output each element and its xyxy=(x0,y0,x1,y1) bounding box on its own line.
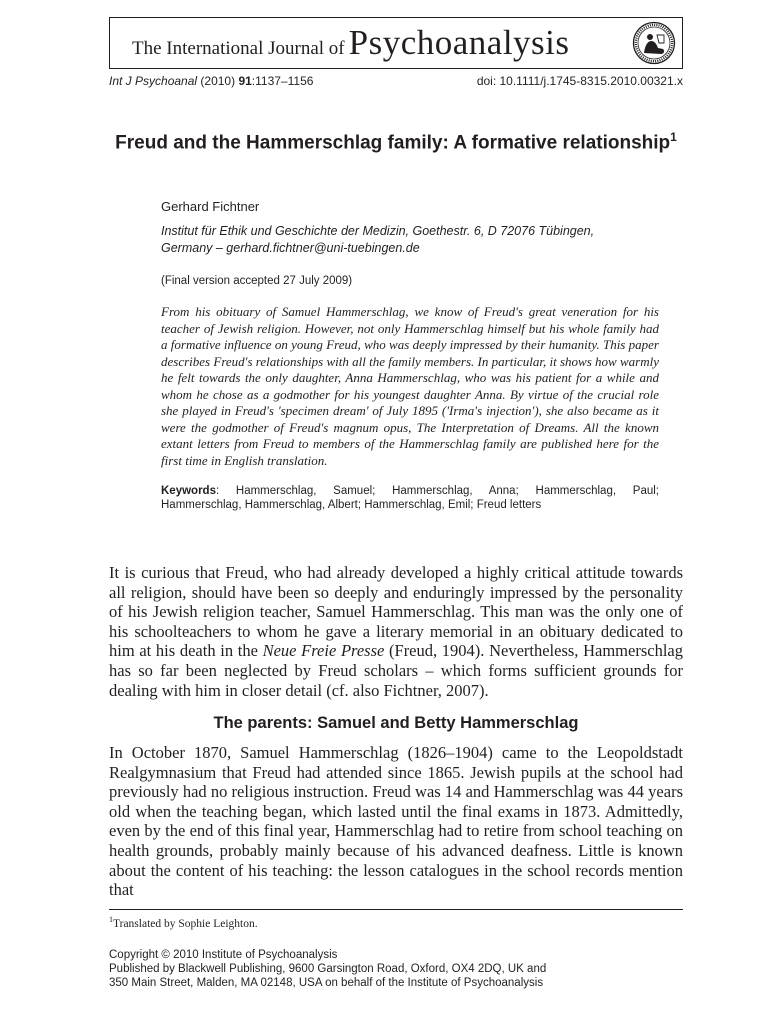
keywords xyxy=(161,484,659,512)
citation-year: (2010) xyxy=(200,74,236,88)
footnote-mark: 1 xyxy=(109,915,113,924)
journal-masthead xyxy=(109,17,683,69)
body-paragraph-1-part-b: (Freud, 1904). Nevertheless, Hammerschlag has so far been neglected by Freud scholars – which forms sufficient grounds for dealing with him in closer detail (cf. also Fichtner, 2007). xyxy=(109,641,683,700)
doi: doi: 10.1111/j.1745-8315.2010.00321.x xyxy=(476,74,683,88)
author-affiliation xyxy=(161,223,661,257)
newspaper-title: Neue Freie Presse xyxy=(262,641,385,661)
body-paragraph-1 xyxy=(109,563,683,700)
footnote-divider xyxy=(109,909,683,910)
institute-seal-icon xyxy=(632,21,676,65)
abstract: From his obituary of Samuel Hammerschlag, we know of Freud's great veneration for his teacher of Jewish religion. However, not only Hammerschlag himself but his whole family had a formative influence on young Freud, who was deeply impressed by their humanity. This paper describes Freud's relationships with all the family members. In particular, it shows how warmly he felt towards the only daughter, Anna Hammerschlag, who was his patient for a while and whom he chose as a godmother for his youngest daughter Anna. By virtue of the crucial role she played in Freud's 'specimen dream' of July 1895 ('Irma's injection'), she also became as it were the godmother of Freud's magnum opus, The Interpretation of Dreams. All the known extant letters from Freud to members of the Hammerschlag family are published here for the first time in English translation. xyxy=(161,304,659,468)
body-paragraph-1-part-a: It is curious that Freud, who had already developed a highly critical attitude towards all religion, should have been so deeply and enduringly impressed by the personality of his Jewish religion teacher, Samuel Hammerschlag. This man was the only one of his schoolteachers to whom he gave a literary memorial in an obituary dedicated to him at his death in the xyxy=(109,563,683,661)
journal-abbreviation: Int J Psychoanal xyxy=(109,74,198,88)
citation-reference xyxy=(109,74,313,88)
copyright-line-1: Copyright © 2010 Institute of Psychoanalysis xyxy=(109,949,338,961)
copyright-line-2: Published by Blackwell Publishing, 9600 Garsington Road, Oxford, OX4 2DQ, UK and xyxy=(109,963,547,975)
citation-volume: 91 xyxy=(238,74,252,88)
acceptance-note: (Final version accepted 27 July 2009) xyxy=(161,275,353,287)
affiliation-line-2: Germany – gerhard.fichtner@uni-tuebingen.de xyxy=(161,241,420,255)
copyright-line-3: 350 Main Street, Malden, MA 02148, USA on behalf of the Institute of Psychoanalysis xyxy=(109,977,544,989)
keywords-list: : Hammerschlag, Samuel; Hammerschlag, Anna; Hammerschlag, Paul; Hammerschlag, Hammerschlag, Albert; Hammerschlag, Emil; Freud letters xyxy=(161,485,659,511)
journal-title-prefix: The International Journal of xyxy=(132,38,345,59)
copyright-block xyxy=(109,948,683,990)
footnote xyxy=(109,915,258,930)
author-name: Gerhard Fichtner xyxy=(161,199,260,214)
journal-title-name: Psychoanalysis xyxy=(348,23,570,62)
footnote-text: Translated by Sophie Leighton. xyxy=(113,917,258,930)
article-title-text: Freud and the Hammerschlag family: A formative relationship xyxy=(115,132,671,154)
journal-title xyxy=(132,23,570,63)
body-paragraph-2: In October 1870, Samuel Hammerschlag (1826–1904) came to the Leopoldstadt Realgymnasium that Freud had attended since 1865. Jewish pupils at the school had previously had no religious instruction. Freud was 14 and Hammerschlag was 44 years old when the teaching began, which lasted until the final exams in 1873. Admittedly, even by the end of this final year, Hammerschlag had to retire from school teaching on health grounds, probably mainly because of his advanced deafness. Little is known about the content of his teaching: the lesson catalogues in the school records mention that xyxy=(109,743,683,900)
affiliation-line-1: Institut für Ethik und Geschichte der Medizin, Goethestr. 6, D 72076 Tübingen, xyxy=(161,224,595,238)
citation-pages: :1137–1156 xyxy=(251,74,314,88)
article-title xyxy=(109,126,683,154)
keywords-label: Keywords xyxy=(161,485,216,497)
section-heading: The parents: Samuel and Betty Hammerschlag xyxy=(213,714,579,732)
title-footnote-mark: 1 xyxy=(670,130,677,144)
